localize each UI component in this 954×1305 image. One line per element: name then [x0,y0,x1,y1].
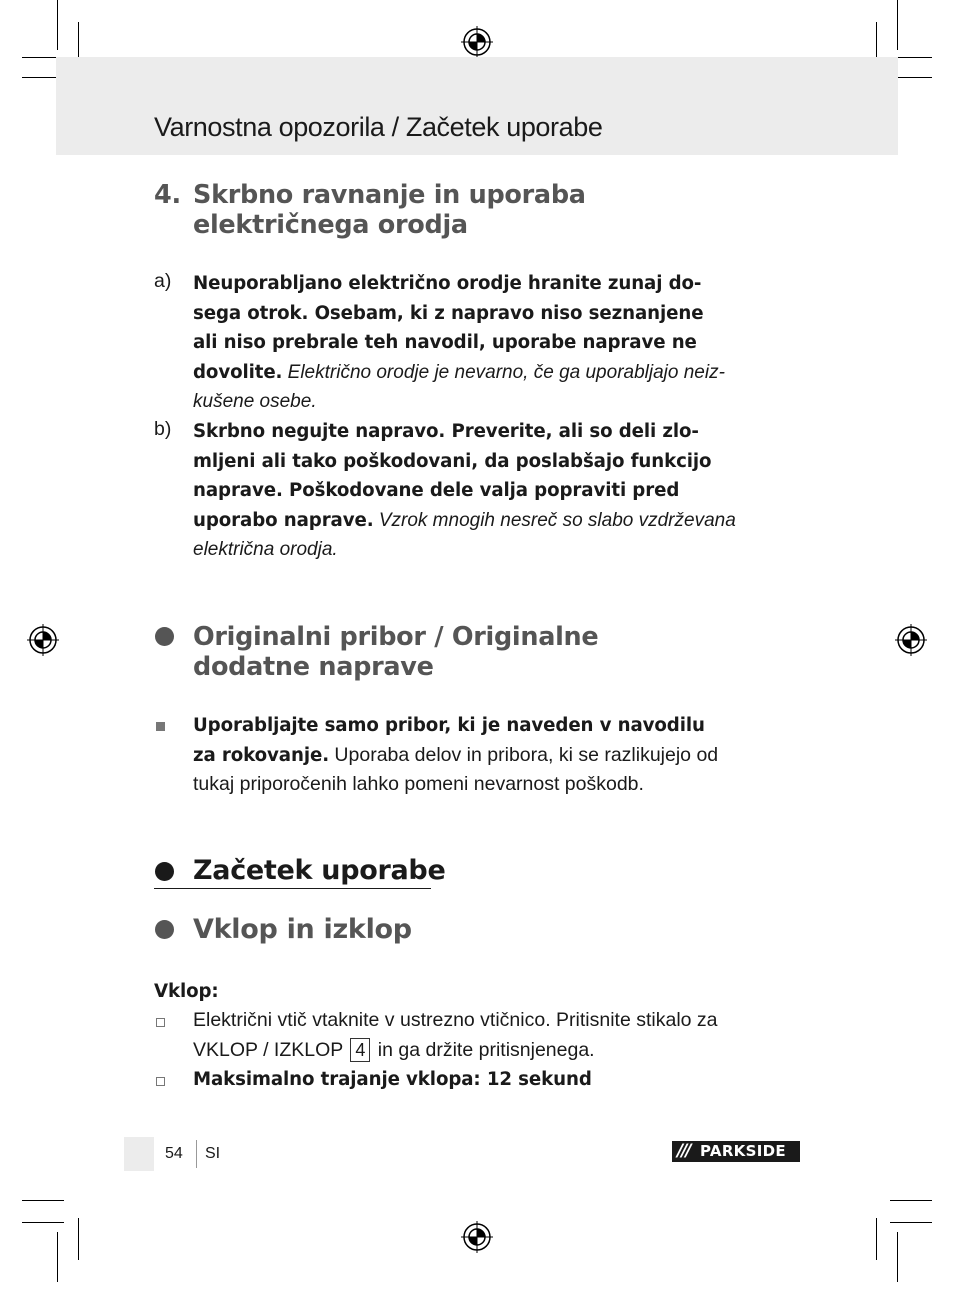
crop-mark [22,1200,64,1201]
accessories-item [193,711,803,800]
step1-post: in ga držite pritisnjenega. [377,1038,595,1061]
footer-divider [196,1140,197,1168]
logo-wordmark: PARKSIDE [700,1142,786,1160]
accessories-line1: Uporabljajte samo pribor, ki je naveden v navodilu [193,715,705,736]
crop-mark [890,1222,932,1223]
checkbox-bullet-icon [156,1018,165,1027]
registration-mark-icon [27,624,59,656]
list-item-a [193,269,803,417]
accessories-heading-line1: Originalni pribor / Originalne [193,622,599,652]
crop-mark [890,1200,932,1201]
checkbox-bullet-icon [156,1077,165,1086]
step2-text: Maksimalno trajanje vklopa: 12 sekund [193,1069,592,1090]
page-title: Varnostna opozorila / Začetek uporabe [154,112,603,142]
section-number: 4. [154,180,181,210]
crop-mark [897,1232,898,1282]
item-a-line3: ali niso prebrale teh navodil, uporabe naprave ne [193,332,697,353]
section-4-heading-line2: električnega orodja [193,210,468,240]
item-b-line4-bold: uporabo naprave. [193,509,374,531]
vklop-label: Vklop: [154,981,219,1002]
parkside-logo [672,1141,800,1162]
switch-step-1 [193,1006,813,1065]
registration-mark-icon [895,624,927,656]
registration-mark-icon [461,1221,493,1253]
section-4-heading [154,180,181,210]
crop-mark [57,1232,58,1282]
item-a-line5: kušene osebe. [193,391,317,412]
start-heading: Začetek uporabe [193,855,446,886]
item-b-line3: naprave. Poškodovane dele valja popraviti pred [193,480,680,501]
item-b-line2: mljeni ali tako poškodovani, da poslabšajo funkcijo [193,450,712,472]
switch-heading: Vklop in izklop [193,914,412,945]
registration-mark-icon [461,26,493,58]
step1-line1: Električni vtič vtaknite v ustrezno vtičnico. Pritisnite stikalo za [193,1009,718,1031]
crop-mark [57,0,58,50]
square-bullet-icon [156,722,165,731]
accessories-heading-line2: dodatne naprave [193,652,434,682]
switch-subheading [154,977,219,1007]
page-number: 54 [165,1145,183,1162]
item-a-line1: Neuporabljano električno orodje hranite zunaj do- [193,273,702,294]
item-marker-b: b) [154,418,172,440]
switch-step-2 [193,1065,592,1095]
accessories-line3: tukaj priporočenih lahko pomeni nevarnost poškodb. [193,773,644,795]
item-b-line1: Skrbno negujte napravo. Preverite, ali so deli zlo- [193,421,699,442]
heading-underline [154,888,431,889]
item-b-line4-italic: Vzrok mnogih nesreč so slabo vzdrževana [373,509,736,531]
crop-mark [876,1218,877,1260]
item-a-line2: sega otrok. Osebam, ki z napravo niso seznanjene [193,302,704,324]
language-code: SI [205,1145,221,1162]
step1-pre: VKLOP / IZKLOP [193,1038,343,1061]
footer-tab [124,1137,154,1171]
section-4-heading-line1: Skrbno ravnanje in uporaba [193,180,586,210]
list-item-b [193,417,803,565]
crop-mark [78,1218,79,1260]
crop-mark [22,1222,64,1223]
item-b-line5: električna orodja. [193,539,338,560]
item-a-line4-bold: dovolite. [193,361,283,383]
item-a-line4-italic: Električno orodje je nevarno, če ga uporabljajo neiz- [282,361,725,383]
heading-bullet-icon [155,627,174,646]
item-marker-a: a) [154,270,172,292]
heading-bullet-icon [155,920,174,939]
heading-bullet-icon [155,862,174,881]
accessories-line2-normal: Uporaba delov in pribora, ki se razlikujejo od [329,743,719,766]
crop-mark [897,0,898,50]
logo-stripes: /// [677,1141,690,1161]
accessories-line2-bold: za rokovanje. [193,744,330,766]
part-number-box: 4 [350,1038,370,1062]
